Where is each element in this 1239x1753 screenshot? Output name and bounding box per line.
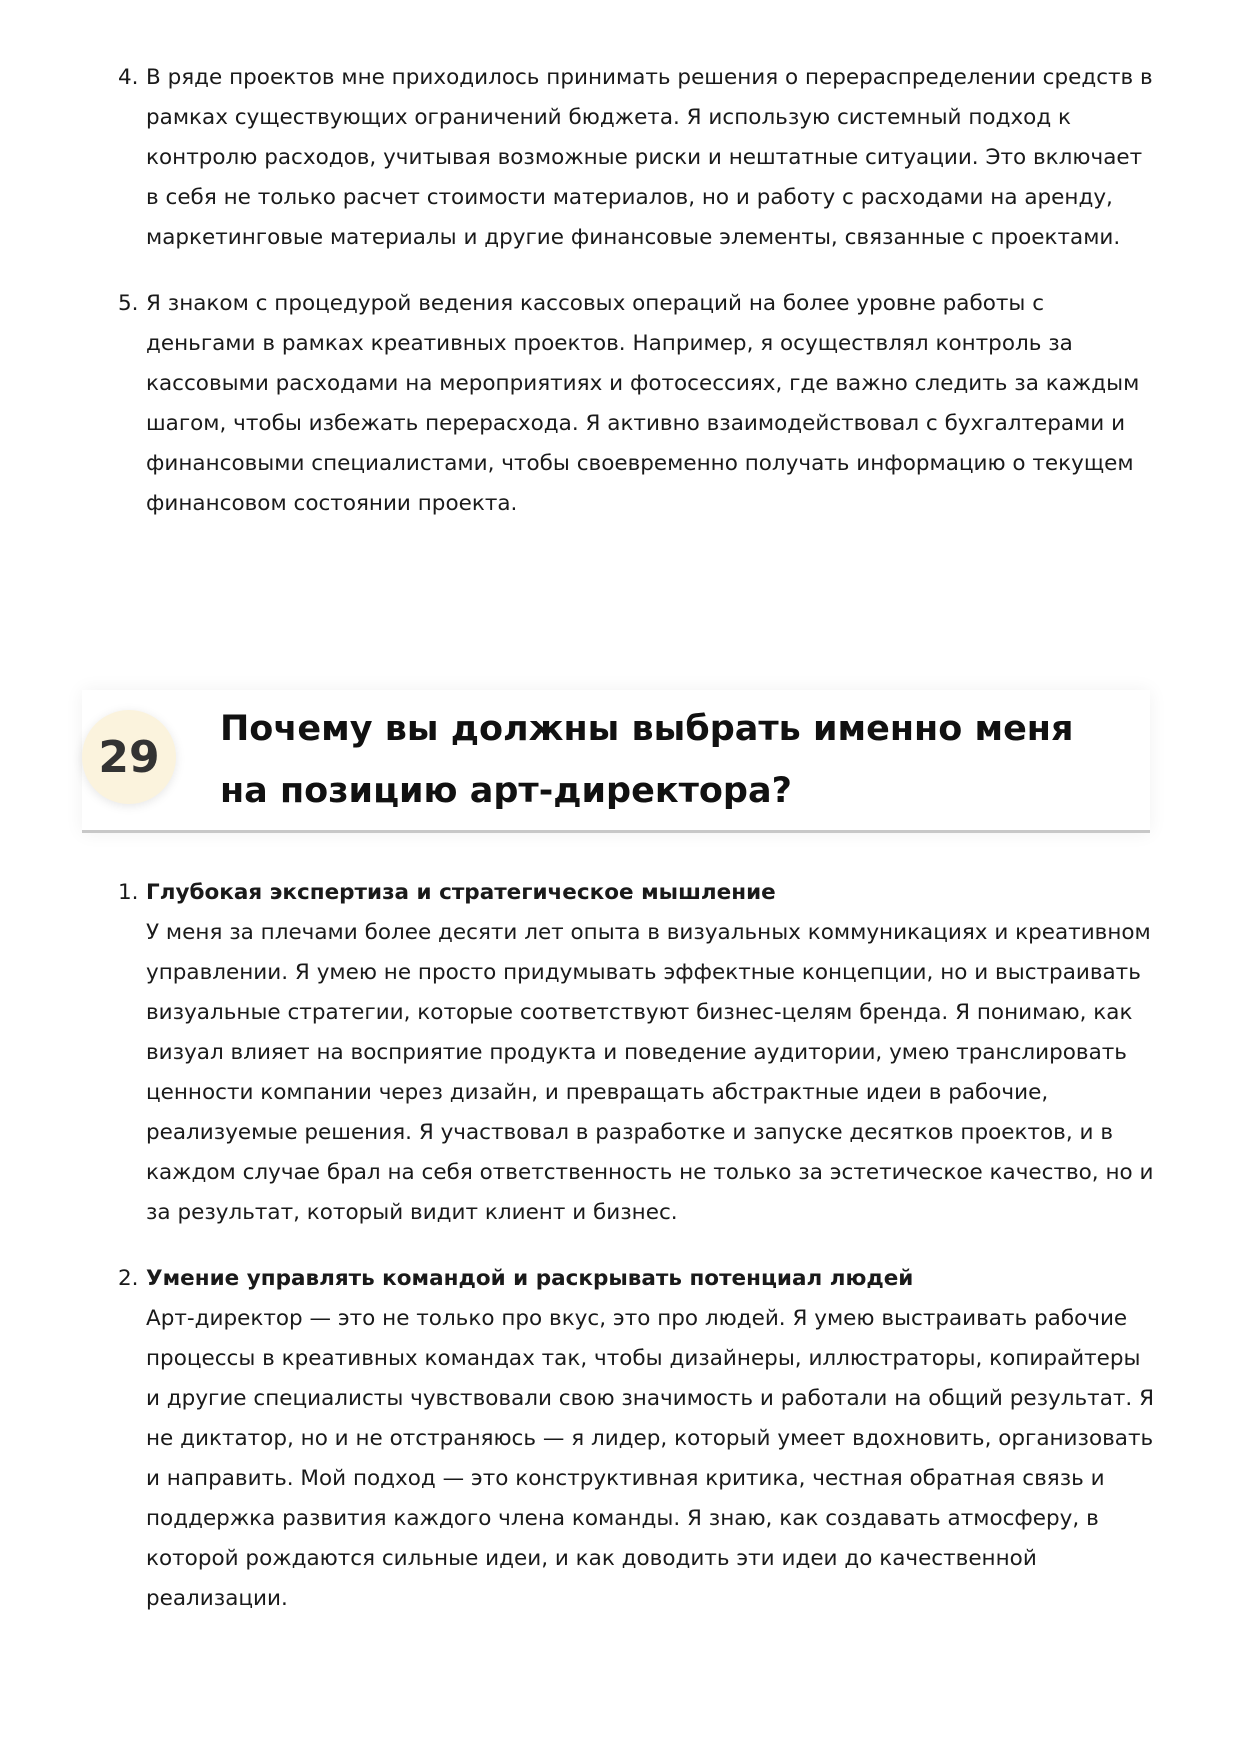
list-item bbox=[118, 873, 1158, 1233]
previous-answer-list bbox=[118, 58, 1158, 550]
list-item-heading: Умение управлять командой и раскрывать потенциал людей bbox=[146, 1266, 914, 1291]
list-item bbox=[118, 1259, 1158, 1619]
list-item-number: 5. bbox=[118, 291, 139, 316]
list-item-number: 4. bbox=[118, 65, 139, 90]
list-item-heading: Глубокая экспертиза и стратегическое мышление bbox=[146, 880, 776, 905]
list-item bbox=[118, 58, 1158, 258]
question-title: Почему вы должны выбрать именно меня на позицию арт-директора? bbox=[220, 709, 1074, 811]
list-item-text: Я знаком с процедурой ведения кассовых операций на более уровне работы с деньгами в рамках креативных проектов. Например, я осуществлял контроль за кассовыми расходами на мероприятиях и фотосессиях, где важно следить за каждым шагом, чтобы избежать перерасхода. Я активно взаимодействовал с бухгалтерами и финансовыми специалистами, чтобы своевременно получать информацию о текущем финансовом состоянии проекта. bbox=[146, 291, 1140, 516]
list-item-text: Арт-директор — это не только про вкус, это про людей. Я умею выстраивать рабочие процессы в креативных командах так, чтобы дизайнеры, иллюстраторы, копирайтеры и другие специалисты чувствовали свою значимость и работали на общий результат. Я не диктатор, но и не отстраняюсь — я лидер, который умеет вдохновить, организовать и направить. Мой подход — это конструктивная критика, честная обратная связь и поддержка развития каждого члена команды. Я знаю, как создавать атмосферу, в которой рождаются сильные идеи, и как доводить эти идеи до качественной реализации. bbox=[146, 1306, 1155, 1611]
answer-list bbox=[118, 873, 1158, 1645]
list-item-number: 1. bbox=[118, 880, 139, 905]
question-number-badge: 29 bbox=[82, 710, 176, 804]
list-item-number: 2. bbox=[118, 1266, 139, 1291]
list-item-text: В ряде проектов мне приходилось принимать решения о перераспределении средств в рамках существующих ограничений бюджета. Я использую системный подход к контролю расходов, учитывая возможные риски и нештатные ситуации. Это включает в себя не только расчет стоимости материалов, но и работу с расходами на аренду, маркетинговые материалы и другие финансовые элементы, связанные с проектами. bbox=[146, 65, 1153, 250]
list-item-text: У меня за плечами более десяти лет опыта в визуальных коммуникациях и креативном управлении. Я умею не просто придумывать эффектные концепции, но и выстраивать визуальные стратегии, которые соответствуют бизнес-целям бренда. Я понимаю, как визуал влияет на восприятие продукта и поведение аудитории, умею транслировать ценности компании через дизайн, и превращать абстрактные идеи в рабочие, реализуемые решения. Я участвовал в разработке и запуске десятков проектов, и в каждом случае брал на себя ответственность не только за эстетическое качество, но и за результат, который видит клиент и бизнес. bbox=[146, 920, 1154, 1225]
list-item bbox=[118, 284, 1158, 524]
question-header bbox=[82, 690, 1150, 833]
